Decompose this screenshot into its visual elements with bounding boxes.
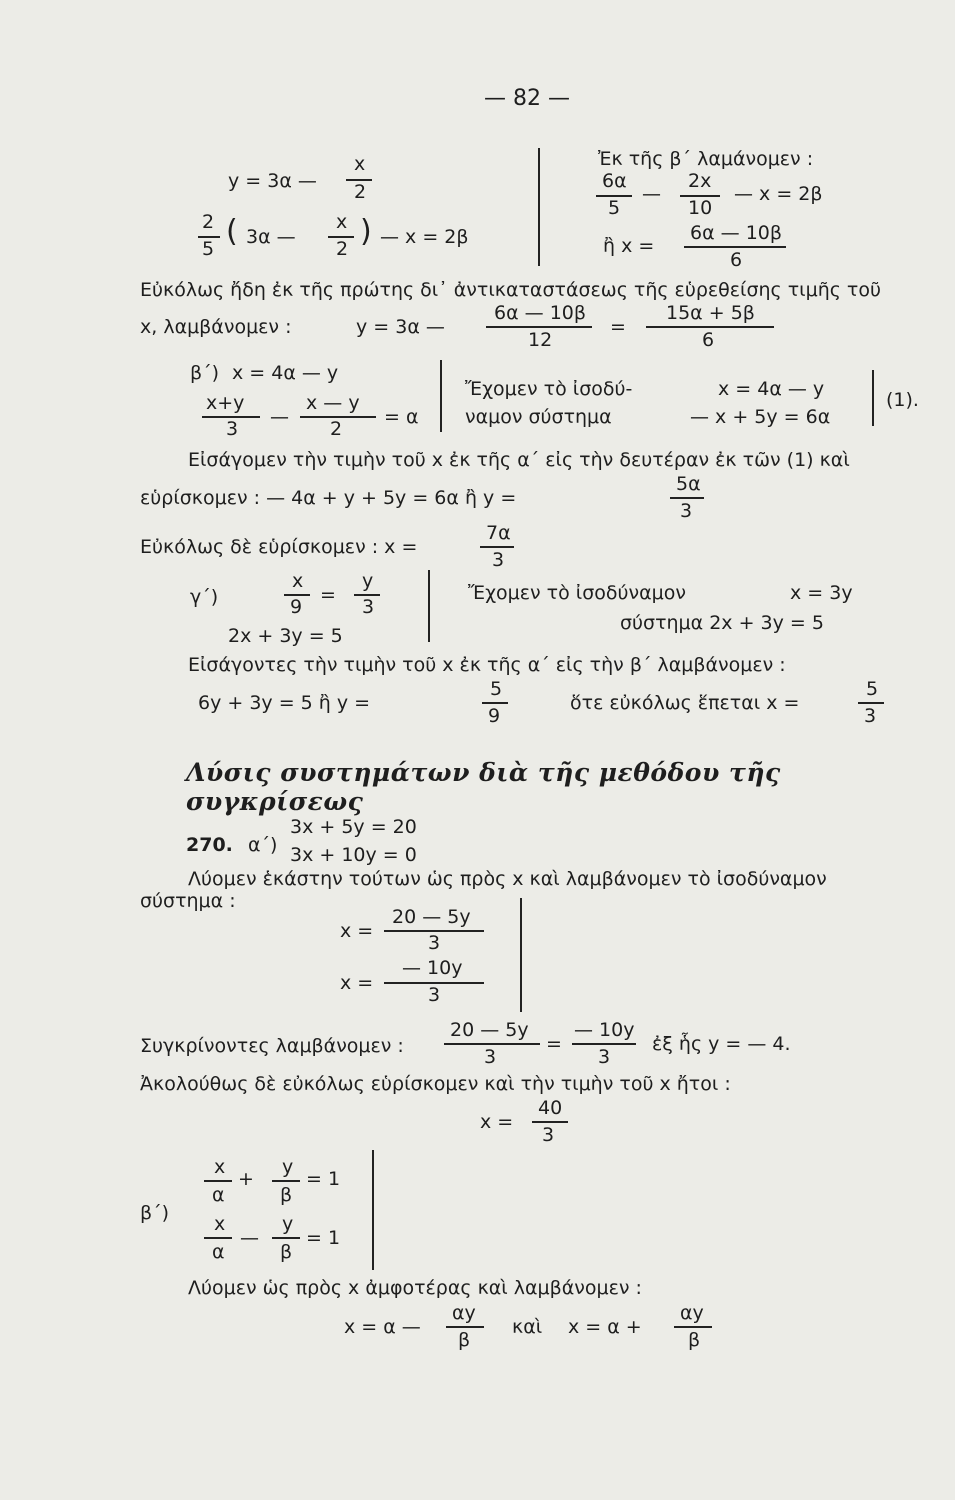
- frac-den: 12: [528, 329, 553, 351]
- frac-num: — 10y: [402, 957, 463, 979]
- frac-num: 7α: [486, 522, 511, 544]
- frac-den: 6: [702, 329, 715, 351]
- frac-num: x: [214, 1213, 226, 1235]
- frac-bar: [446, 1326, 484, 1328]
- frac-num: 6α — 10β: [690, 222, 782, 244]
- frac-den: 3: [492, 549, 505, 571]
- frac-den: 3: [226, 418, 239, 440]
- brace-line: [520, 898, 522, 1012]
- brace-line: [428, 570, 430, 642]
- eq-x: x =: [340, 972, 374, 994]
- frac-num: y: [282, 1213, 294, 1235]
- paren-close: ): [360, 214, 372, 249]
- paragraph: Εἰσάγοντες τὴν τιμὴν τοῦ x ἐκ τῆς α΄ εἰς τὴν β΄ λαμβάνομεν :: [188, 654, 786, 676]
- frac-bar: [646, 326, 774, 328]
- eq-line: x = 4α — y: [232, 362, 339, 384]
- equals: =: [546, 1033, 562, 1055]
- frac-bar: [272, 1237, 300, 1239]
- plus-sign: +: [238, 1168, 254, 1190]
- system-eq: x = 3y: [790, 582, 853, 604]
- part-label: β΄): [140, 1202, 170, 1224]
- paren-open: (: [226, 214, 238, 249]
- middle-text: ναμον σύστημα: [465, 406, 612, 428]
- brace-line: [372, 1150, 374, 1270]
- part-label: β΄): [190, 362, 220, 384]
- eq2-inner: 3α —: [246, 226, 296, 248]
- frac-den: 6: [730, 249, 743, 271]
- frac-bar: [480, 546, 514, 548]
- eq2-right: — x = 2β: [380, 226, 469, 248]
- frac-num: 20 — 5y: [392, 906, 471, 928]
- frac-bar: [670, 497, 704, 499]
- frac-den: 3: [428, 932, 441, 954]
- paragraph: σύστημα :: [140, 890, 236, 912]
- eq-tail: — x = 2β: [734, 183, 823, 205]
- paragraph: 6y + 3y = 5 ἢ y =: [198, 692, 371, 714]
- frac-bar: [444, 1043, 540, 1045]
- equation-ref: (1).: [886, 389, 919, 411]
- frac-den: α: [212, 1184, 225, 1206]
- frac-bar: [858, 702, 884, 704]
- paragraph: x, λαμβάνομεν :: [140, 316, 292, 338]
- system-eq: 3x + 5y = 20: [290, 816, 417, 838]
- eq-x: x =: [340, 920, 374, 942]
- paragraph: Συγκρίνοντες λαμβάνομεν :: [140, 1035, 404, 1057]
- eq1-left: y = 3α —: [228, 170, 317, 192]
- equals: =: [610, 316, 626, 338]
- frac-num: 5: [866, 678, 879, 700]
- paragraph: ὅτε εὐκόλως ἕπεται x =: [570, 692, 800, 714]
- paragraph: εὑρίσκομεν : — 4α + y + 5y = 6α ἢ y =: [140, 487, 517, 509]
- eq-x: x = α +: [568, 1316, 642, 1338]
- conjunction: καὶ: [512, 1316, 543, 1338]
- frac-den: 3: [598, 1046, 611, 1068]
- frac-den: β: [458, 1329, 471, 1351]
- frac-num: 2x: [688, 170, 712, 192]
- eq-x: x =: [480, 1111, 514, 1133]
- frac-num: 5: [490, 678, 503, 700]
- frac-bar: [272, 1180, 300, 1182]
- frac-num: x: [292, 570, 304, 592]
- frac-num: x: [214, 1156, 226, 1178]
- system-eq: σύστημα 2x + 3y = 5: [620, 612, 824, 634]
- frac-den: β: [280, 1241, 293, 1263]
- frac-num: y: [362, 570, 374, 592]
- page-number: — 82 —: [484, 86, 570, 111]
- frac-den: 3: [542, 1124, 555, 1146]
- frac-den: 2: [336, 238, 349, 260]
- or-x: ἢ x =: [603, 235, 655, 257]
- frac-num: — 10y: [574, 1019, 635, 1041]
- eq-one: = 1: [306, 1168, 341, 1190]
- frac-num: 40: [538, 1097, 563, 1119]
- frac-num: x+y: [206, 392, 245, 414]
- frac-bar: [572, 1043, 636, 1045]
- frac-bar: [486, 326, 592, 328]
- brace-line: [872, 370, 874, 426]
- frac-den: 2: [354, 181, 367, 203]
- frac-bar: [684, 246, 786, 248]
- brace-line: [440, 360, 442, 432]
- eq-x: x = α —: [344, 1316, 421, 1338]
- frac-den: 9: [290, 596, 303, 618]
- frac-bar: [482, 702, 508, 704]
- separator-line: [538, 148, 540, 266]
- frac-num: 6α — 10β: [494, 302, 586, 324]
- frac-num: x: [336, 211, 348, 233]
- system-eq: 3x + 10y = 0: [290, 844, 417, 866]
- equals: =: [320, 584, 336, 606]
- frac-num: 6α: [602, 170, 627, 192]
- frac-num: αy: [452, 1302, 476, 1324]
- minus-sign: —: [642, 183, 661, 205]
- section-heading: Λύσις συστημάτων διὰ τῆς μεθόδου τῆς συγκρίσεως: [186, 758, 781, 816]
- part-label: α΄): [248, 834, 278, 856]
- frac-den: α: [212, 1241, 225, 1263]
- part-label: γ΄): [190, 586, 219, 608]
- frac-num: 20 — 5y: [450, 1019, 529, 1041]
- frac-den: 2: [330, 418, 343, 440]
- paragraph: Εὐκόλως δὲ εὑρίσκομεν : x =: [140, 536, 418, 558]
- minus-sign: —: [270, 406, 289, 428]
- frac-den: 3: [864, 705, 877, 727]
- paragraph: Λύομεν ἑκάστην τούτων ὡς πρὸς x καὶ λαμβάνομεν τὸ ἰσοδύναμον: [188, 868, 827, 890]
- frac-num: 5α: [676, 473, 701, 495]
- middle-text: Ἔχομεν τὸ ἰσοδύναμον: [468, 582, 686, 604]
- frac-bar: [532, 1121, 568, 1123]
- frac-num: y: [282, 1156, 294, 1178]
- frac-bar: [204, 1237, 232, 1239]
- system-eq: x = 4α — y: [718, 378, 825, 400]
- frac-num: 15α + 5β: [666, 302, 755, 324]
- frac-num: x: [354, 153, 366, 175]
- frac-den: 3: [362, 596, 375, 618]
- right-heading: Ἐκ τῆς β΄ λαμάνομεν :: [598, 148, 814, 170]
- frac-den: 5: [202, 238, 215, 260]
- middle-text: Ἔχομεν τὸ ἰσοδύ-: [465, 378, 633, 400]
- frac-bar: [674, 1326, 712, 1328]
- frac-num: αy: [680, 1302, 704, 1324]
- eq-y: y = 3α —: [356, 316, 445, 338]
- paragraph: Λύομεν ὡς πρὸς x ἀμφοτέρας καὶ λαμβάνομεν :: [188, 1277, 642, 1299]
- frac-bar: [204, 1180, 232, 1182]
- exercise-number: 270.: [186, 834, 233, 856]
- frac-den: 3: [428, 984, 441, 1006]
- frac-num: x — y: [306, 392, 360, 414]
- frac-den: 5: [608, 197, 621, 219]
- paragraph: Εὐκόλως ἤδη ἐκ τῆς πρώτης δι᾽ ἀντικαταστάσεως τῆς εὑρεθείσης τιμῆς τοῦ: [140, 279, 881, 301]
- frac-den: β: [280, 1184, 293, 1206]
- frac-den: 3: [484, 1046, 497, 1068]
- eq-line: 2x + 3y = 5: [228, 625, 343, 647]
- frac-den: 3: [680, 500, 693, 522]
- eq-alpha: = α: [384, 406, 419, 428]
- system-eq: — x + 5y = 6α: [690, 406, 831, 428]
- frac-den: 9: [488, 705, 501, 727]
- result: ἐξ ἧς y = — 4.: [652, 1033, 791, 1055]
- minus-sign: —: [240, 1227, 259, 1249]
- paragraph: Ἀκολούθως δὲ εὐκόλως εὑρίσκομεν καὶ τὴν τιμὴν τοῦ x ἤτοι :: [140, 1073, 731, 1095]
- eq-one: = 1: [306, 1227, 341, 1249]
- frac-den: 10: [688, 197, 713, 219]
- frac-num: 2: [202, 211, 215, 233]
- frac-den: β: [688, 1329, 701, 1351]
- paragraph: Εἰσάγομεν τὴν τιμὴν τοῦ x ἐκ τῆς α΄ εἰς τὴν δευτέραν ἐκ τῶν (1) καὶ: [188, 449, 850, 471]
